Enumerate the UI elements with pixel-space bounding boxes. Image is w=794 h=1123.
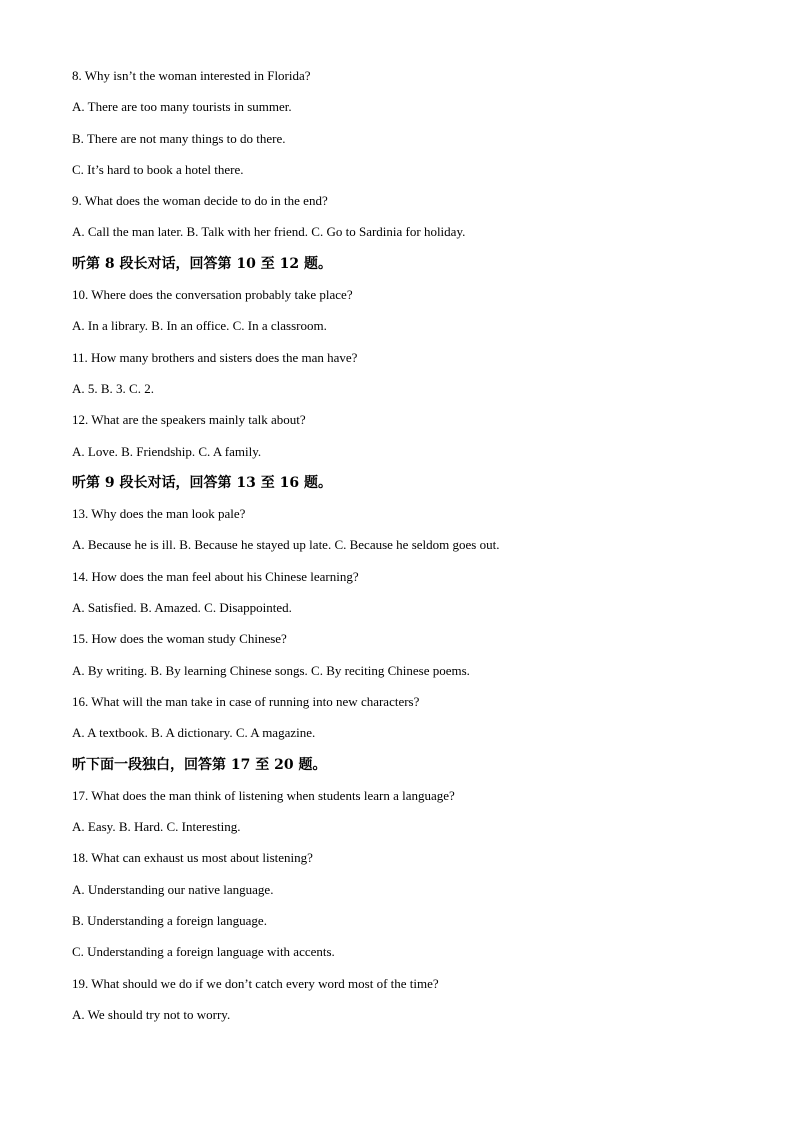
document-page — [72, 66, 752, 1036]
option-8b: B. There are not many things to do there. — [72, 130, 286, 146]
options-12: A. Love. B. Friendship. C. A family. — [72, 443, 262, 459]
question-15: 15. How does the woman study Chinese? — [72, 631, 287, 647]
question-11: 11. How many brothers and sisters does the man have? — [72, 349, 358, 365]
options-17: A. Easy. B. Hard. C. Interesting. — [72, 819, 241, 835]
options-15: A. By writing. B. By learning Chinese songs. C. By reciting Chinese poems. — [72, 662, 470, 678]
question-18: 18. What can exhaust us most about listening? — [72, 850, 313, 866]
question-16: 16. What will the man take in case of running into new characters? — [72, 693, 420, 709]
question-13: 13. Why does the man look pale? — [72, 506, 246, 522]
question-12: 12. What are the speakers mainly talk about? — [72, 412, 306, 428]
section-heading-dialogue-8: 听第 8 段长对话，回答第 10 至 12 题。 — [72, 255, 332, 272]
options-11: A. 5. B. 3. C. 2. — [72, 380, 154, 396]
option-8a: A. There are too many tourists in summer. — [72, 99, 292, 115]
question-17: 17. What does the man think of listening when students learn a language? — [72, 787, 455, 803]
question-9: 9. What does the woman decide to do in the end? — [72, 193, 328, 209]
question-10: 10. Where does the conversation probably take place? — [72, 287, 353, 303]
options-14: A. Satisfied. B. Amazed. C. Disappointed. — [72, 600, 292, 616]
option-18a: A. Understanding our native language. — [72, 881, 274, 897]
section-heading-monologue: 听下面一段独白，回答第 17 至 20 题。 — [72, 756, 327, 773]
option-8c: C. It’s hard to book a hotel there. — [72, 161, 244, 177]
question-14: 14. How does the man feel about his Chinese learning? — [72, 568, 359, 584]
option-18b: B. Understanding a foreign language. — [72, 913, 267, 929]
question-8: 8. Why isn’t the woman interested in Florida? — [72, 68, 311, 83]
options-9: A. Call the man later. B. Talk with her friend. C. Go to Sardinia for holiday. — [72, 224, 466, 240]
section-heading-dialogue-9: 听第 9 段长对话，回答第 13 至 16 题。 — [72, 474, 332, 491]
option-18c: C. Understanding a foreign language with accents. — [72, 944, 335, 960]
options-13: A. Because he is ill. B. Because he stayed up late. C. Because he seldom goes out. — [72, 537, 500, 553]
options-10: A. In a library. B. In an office. C. In a classroom. — [72, 318, 327, 334]
options-16: A. A textbook. B. A dictionary. C. A magazine. — [72, 725, 316, 741]
question-19: 19. What should we do if we don’t catch every word most of the time? — [72, 975, 439, 991]
option-19a: A. We should try not to worry. — [72, 1006, 231, 1022]
